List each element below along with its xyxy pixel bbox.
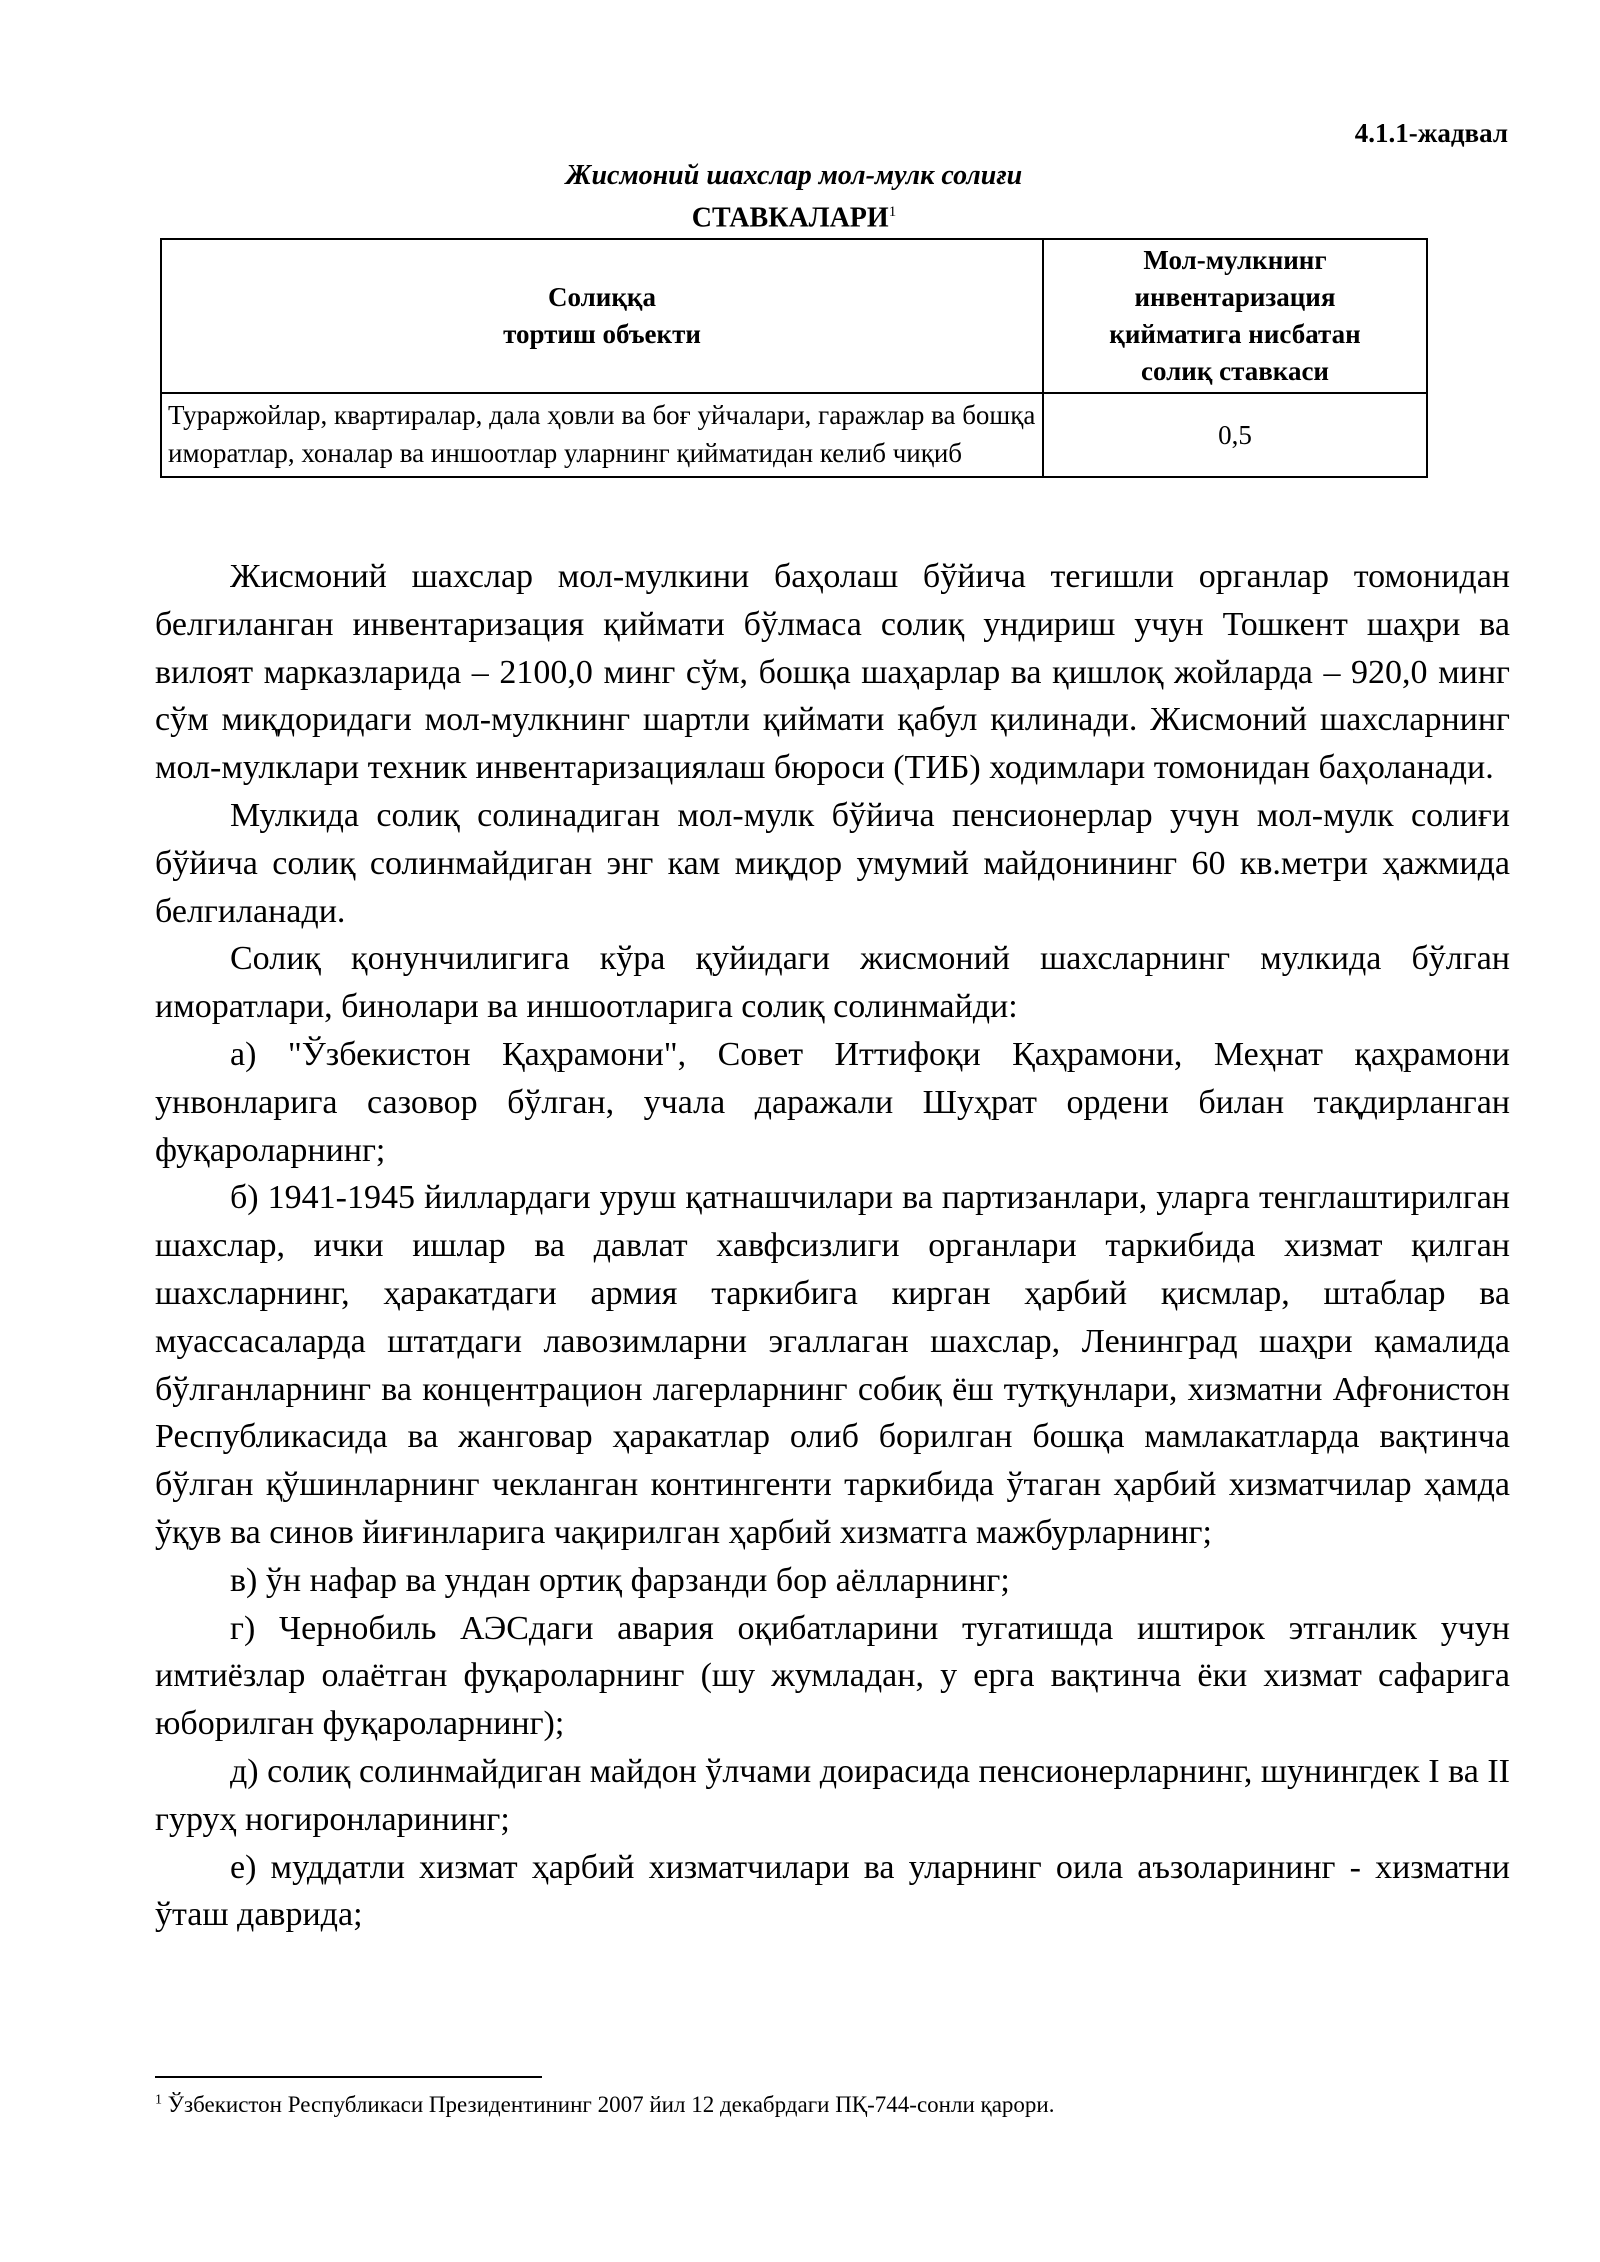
- body-text: [155, 553, 1510, 1939]
- footnote-mark: 1: [155, 2092, 162, 2108]
- list-item: е) муддатли хизмат ҳарбий хизматчилари ва уларнинг оила аъзоларининг - хизматни ўташ даврида;: [155, 1848, 1510, 1934]
- header-tax-object-line1: Солиққа: [548, 282, 656, 312]
- list-item: г) Чернобиль АЭСдаги авария оқибатларини тугатишда иштирок этганлик учун имтиёзлар олаётган фуқароларнинг (шу жумладан, у ерга вақтинча ёки хизмат сафарига юборилган фуқароларнинг);: [155, 1609, 1510, 1743]
- list-item: а) "Ўзбекистон Қаҳрамони", Совет Иттифоқи Қаҳрамони, Меҳнат қаҳрамони унвонларига сазовор бўлган, учала даражали Шуҳрат ордени билан тақдирланган фуқароларнинг;: [155, 1035, 1510, 1169]
- list-item: д) солиқ солинмайдиган майдон ўлчами доирасида пенсионерларнинг, шунингдек I ва II гуруҳ ногиронларининг;: [155, 1752, 1510, 1838]
- table-title-text: СТАВКАЛАРИ: [691, 202, 889, 234]
- paragraph: Жисмоний шахслар мол-мулкини баҳолаш бўйича тегишли органлар томонидан белгиланган инвентаризация қиймати бўлмаса солиқ ундириш учун Тошкент шаҳри ва вилоят марказларида – 2100,0 минг сўм, бошқа шаҳарлар ва қишлоқ жойларда – 920,0 минг сўм миқдоридаги мол-мулкнинг шартли қиймати қабул қилинади. Жисмоний шахсларнинг мол-мулклари техник инвентаризациялаш бюроси (ТИБ) ходимлари томонидан баҳоланади.: [155, 558, 1510, 787]
- footnote-reference: 1: [888, 204, 897, 220]
- header-tax-rate-line4: солиқ ставкаси: [1141, 356, 1329, 386]
- table-label: 4.1.1-жадвал: [1354, 118, 1508, 148]
- footnote-text: Ўзбекистон Республикаси Президентининг 2007 йил 12 декабрдаги ПҚ-744-сонли қарори.: [162, 2092, 1055, 2117]
- list-item: б) 1941-1945 йиллардаги уруш қатнашчилари ва партизанлари, уларга тенглаштирилган шахслар, ички ишлар ва давлат хавфсизлиги органлари таркибида хизмат қилган шахсларнинг, ҳаракатдаги армия таркибига кирган ҳарбий қисмлар, штаблар ва муассасаларда штатдаги лавозимларни эгаллаган шахслар, Ленинград шаҳри қамалида бўлганларнинг ва концентрацион лагерларнинг собиқ ёш тутқунлари, хизматни Афғонистон Республикасида ва жанговар ҳаракатлар олиб борилган бошқа мамлакатларда вақтинча бўлган қўшинларнинг чекланган контингенти таркибида ўтаган ҳарбий хизматчилар ҳамда ўқув ва синов йиғинларига чақирилган ҳарбий хизматга мажбурларнинг;: [155, 1179, 1510, 1551]
- table-cell-object: Тураржойлар, квартиралар, дала ҳовли ва боғ уйчалари, гаражлар ва бошқа иморатлар, хоналар ва иншоотлар уларнинг қийматидан келиб чиқиб: [161, 393, 1043, 477]
- footnote: [155, 2092, 1054, 2118]
- tax-rates-table: [160, 238, 1428, 478]
- header-tax-rate: [1043, 239, 1427, 393]
- footnote-divider: [155, 2076, 542, 2078]
- table-title-line1: Жисмоний шахслар мол-мулк солиғи: [565, 160, 1023, 191]
- paragraph: Солиқ қонунчилигига кўра қуйидаги жисмоний шахсларнинг мулкида бўлган иморатлари, бинолари ва иншоотларига солиқ солинмайди:: [155, 940, 1510, 1026]
- header-tax-rate-line3: қийматига нисбатан: [1109, 319, 1361, 349]
- header-tax-rate-line2: инвентаризация: [1134, 282, 1336, 312]
- header-tax-object-line2: тортиш объекти: [503, 319, 701, 349]
- table-cell-rate: 0,5: [1043, 393, 1427, 477]
- table-title-line2: [160, 194, 1428, 236]
- table-row: [161, 393, 1427, 477]
- table-title: [160, 158, 1428, 236]
- table-header-row: [161, 239, 1427, 393]
- header-tax-object: [161, 239, 1043, 393]
- paragraph: Мулкида солиқ солинадиган мол-мулк бўйича пенсионерлар учун мол-мулк солиғи бўйича солиқ солинмайдиган энг кам миқдор умумий майдонининг 60 кв.метри ҳажмида белгиланади.: [155, 796, 1510, 930]
- header-tax-rate-line1: Мол-мулкнинг: [1143, 245, 1327, 275]
- list-item: в) ўн нафар ва ундан ортиқ фарзанди бор аёлларнинг;: [230, 1561, 1010, 1599]
